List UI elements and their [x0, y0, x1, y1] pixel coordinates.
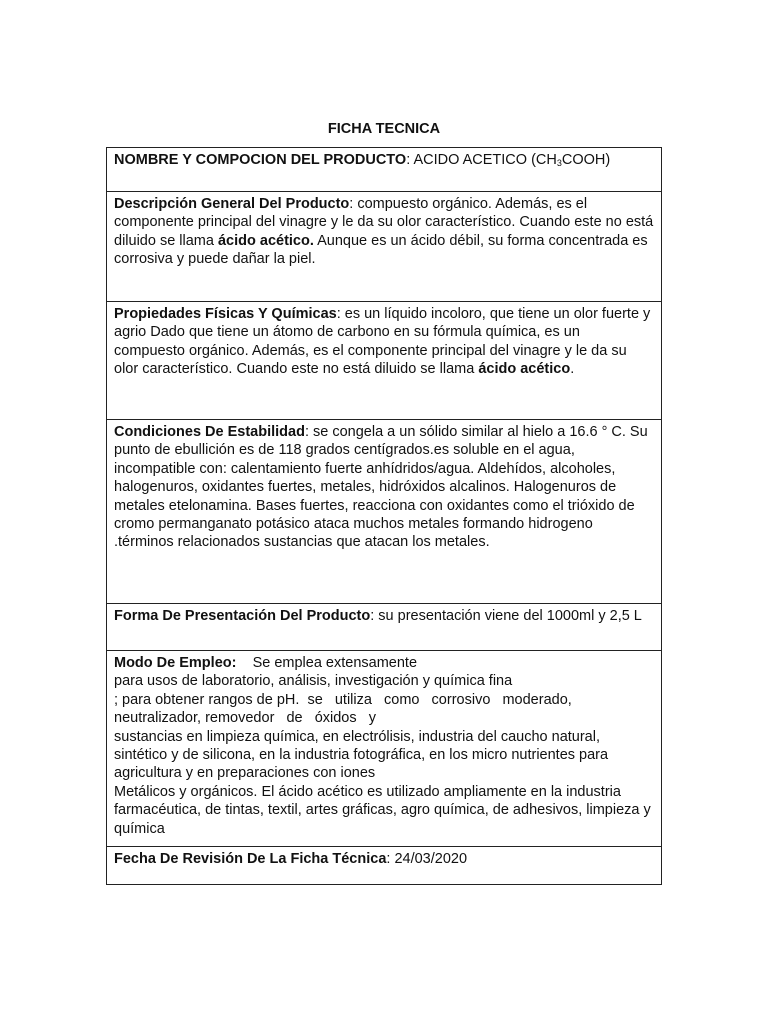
description-bold-term: ácido acético. [217, 232, 314, 249]
usage-line-3: ; para obtener rangos de pH. se utiliza como corrosivo moderado, neutralizador, removedor de óxidos y [114, 691, 576, 727]
description-row [107, 192, 661, 302]
description-text-end: Aunque es un ácido débil, su forma concentrada es corrosiva y puede dañar la piel. [114, 232, 648, 268]
product-name-value: : ACIDO ACETICO (CH [406, 152, 557, 168]
product-name-value-end: COOH) [561, 152, 611, 168]
properties-label: Propiedades Físicas Y Químicas [114, 306, 337, 322]
stability-row [107, 420, 661, 604]
presentation-row [107, 604, 661, 651]
product-formula-subscript: 3 [556, 158, 562, 168]
revision-date-value: : 24/03/2020 [386, 851, 468, 867]
technical-sheet-table [106, 147, 662, 885]
properties-text-end: . [570, 361, 575, 378]
usage-line-5: Metálicos y orgánicos. El ácido acético es utilizado ampliamente en la industria farmacéutica, de tintas, textil, artes gráficas, agro química, de adhesivos, limpieza y química [114, 783, 651, 837]
stability-label: Condiciones De Estabilidad [114, 424, 305, 440]
usage-row [107, 651, 661, 847]
description-text: : compuesto orgánico. Además, es el componente principal del vinagre y le da su olor característico. Cuando este no está diluido se llama [114, 196, 654, 249]
usage-line-1: Se emplea extensamente [236, 655, 418, 671]
stability-text: : se congela a un sólido similar al hielo a 16.6 ° C. Su punto de ebullición es de 118 grados centígrados.es soluble en el agua, incompatible con: calentamiento fuerte anhídridos/agua. Aldehídos, alcoholes, halogenuros, oxidantes fuertes, metales, hidróxidos alcalinos. Halogenuros de metales etelonamina. Bases fuertes, reacciona con oxidantes como el trióxido de cromo permanganato potásico ataca muchos metales formando hidrogeno .términos relacionados sustancias que atacan los metales. [114, 424, 648, 551]
product-name-label: NOMBRE Y COMPOCION DEL PRODUCTO [114, 152, 407, 168]
properties-bold-term: ácido acético [478, 361, 571, 378]
properties-text: : es un líquido incoloro, que tiene un olor fuerte y agrio Dado que tiene un átomo de carbono en su fórmula química, es un compuesto orgánico. Además, es el componente principal del vinagre y le da su olor característico. Cuando este no está diluido se llama [114, 306, 651, 378]
revision-date-label: Fecha De Revisión De La Ficha Técnica [114, 851, 387, 867]
usage-label: Modo De Empleo: [114, 655, 237, 671]
properties-row [107, 302, 661, 420]
presentation-label: Forma De Presentación Del Producto [114, 608, 371, 624]
document-title: FICHA TECNICA [327, 121, 441, 137]
presentation-text: : su presentación viene del 1000ml y 2,5 L [370, 608, 642, 624]
usage-line-4: sustancias en limpieza química, en electrólisis, industria del caucho natural, sintético y de silicona, en la industria fotográfica, en los micro nutrientes para agricultura y en preparaciones con iones [114, 728, 609, 782]
revision-date-row [107, 847, 661, 885]
description-label: Descripción General Del Producto [114, 196, 350, 212]
usage-line-2: para usos de laboratorio, análisis, investigación y química fina [114, 673, 513, 690]
product-name-row [107, 148, 661, 192]
